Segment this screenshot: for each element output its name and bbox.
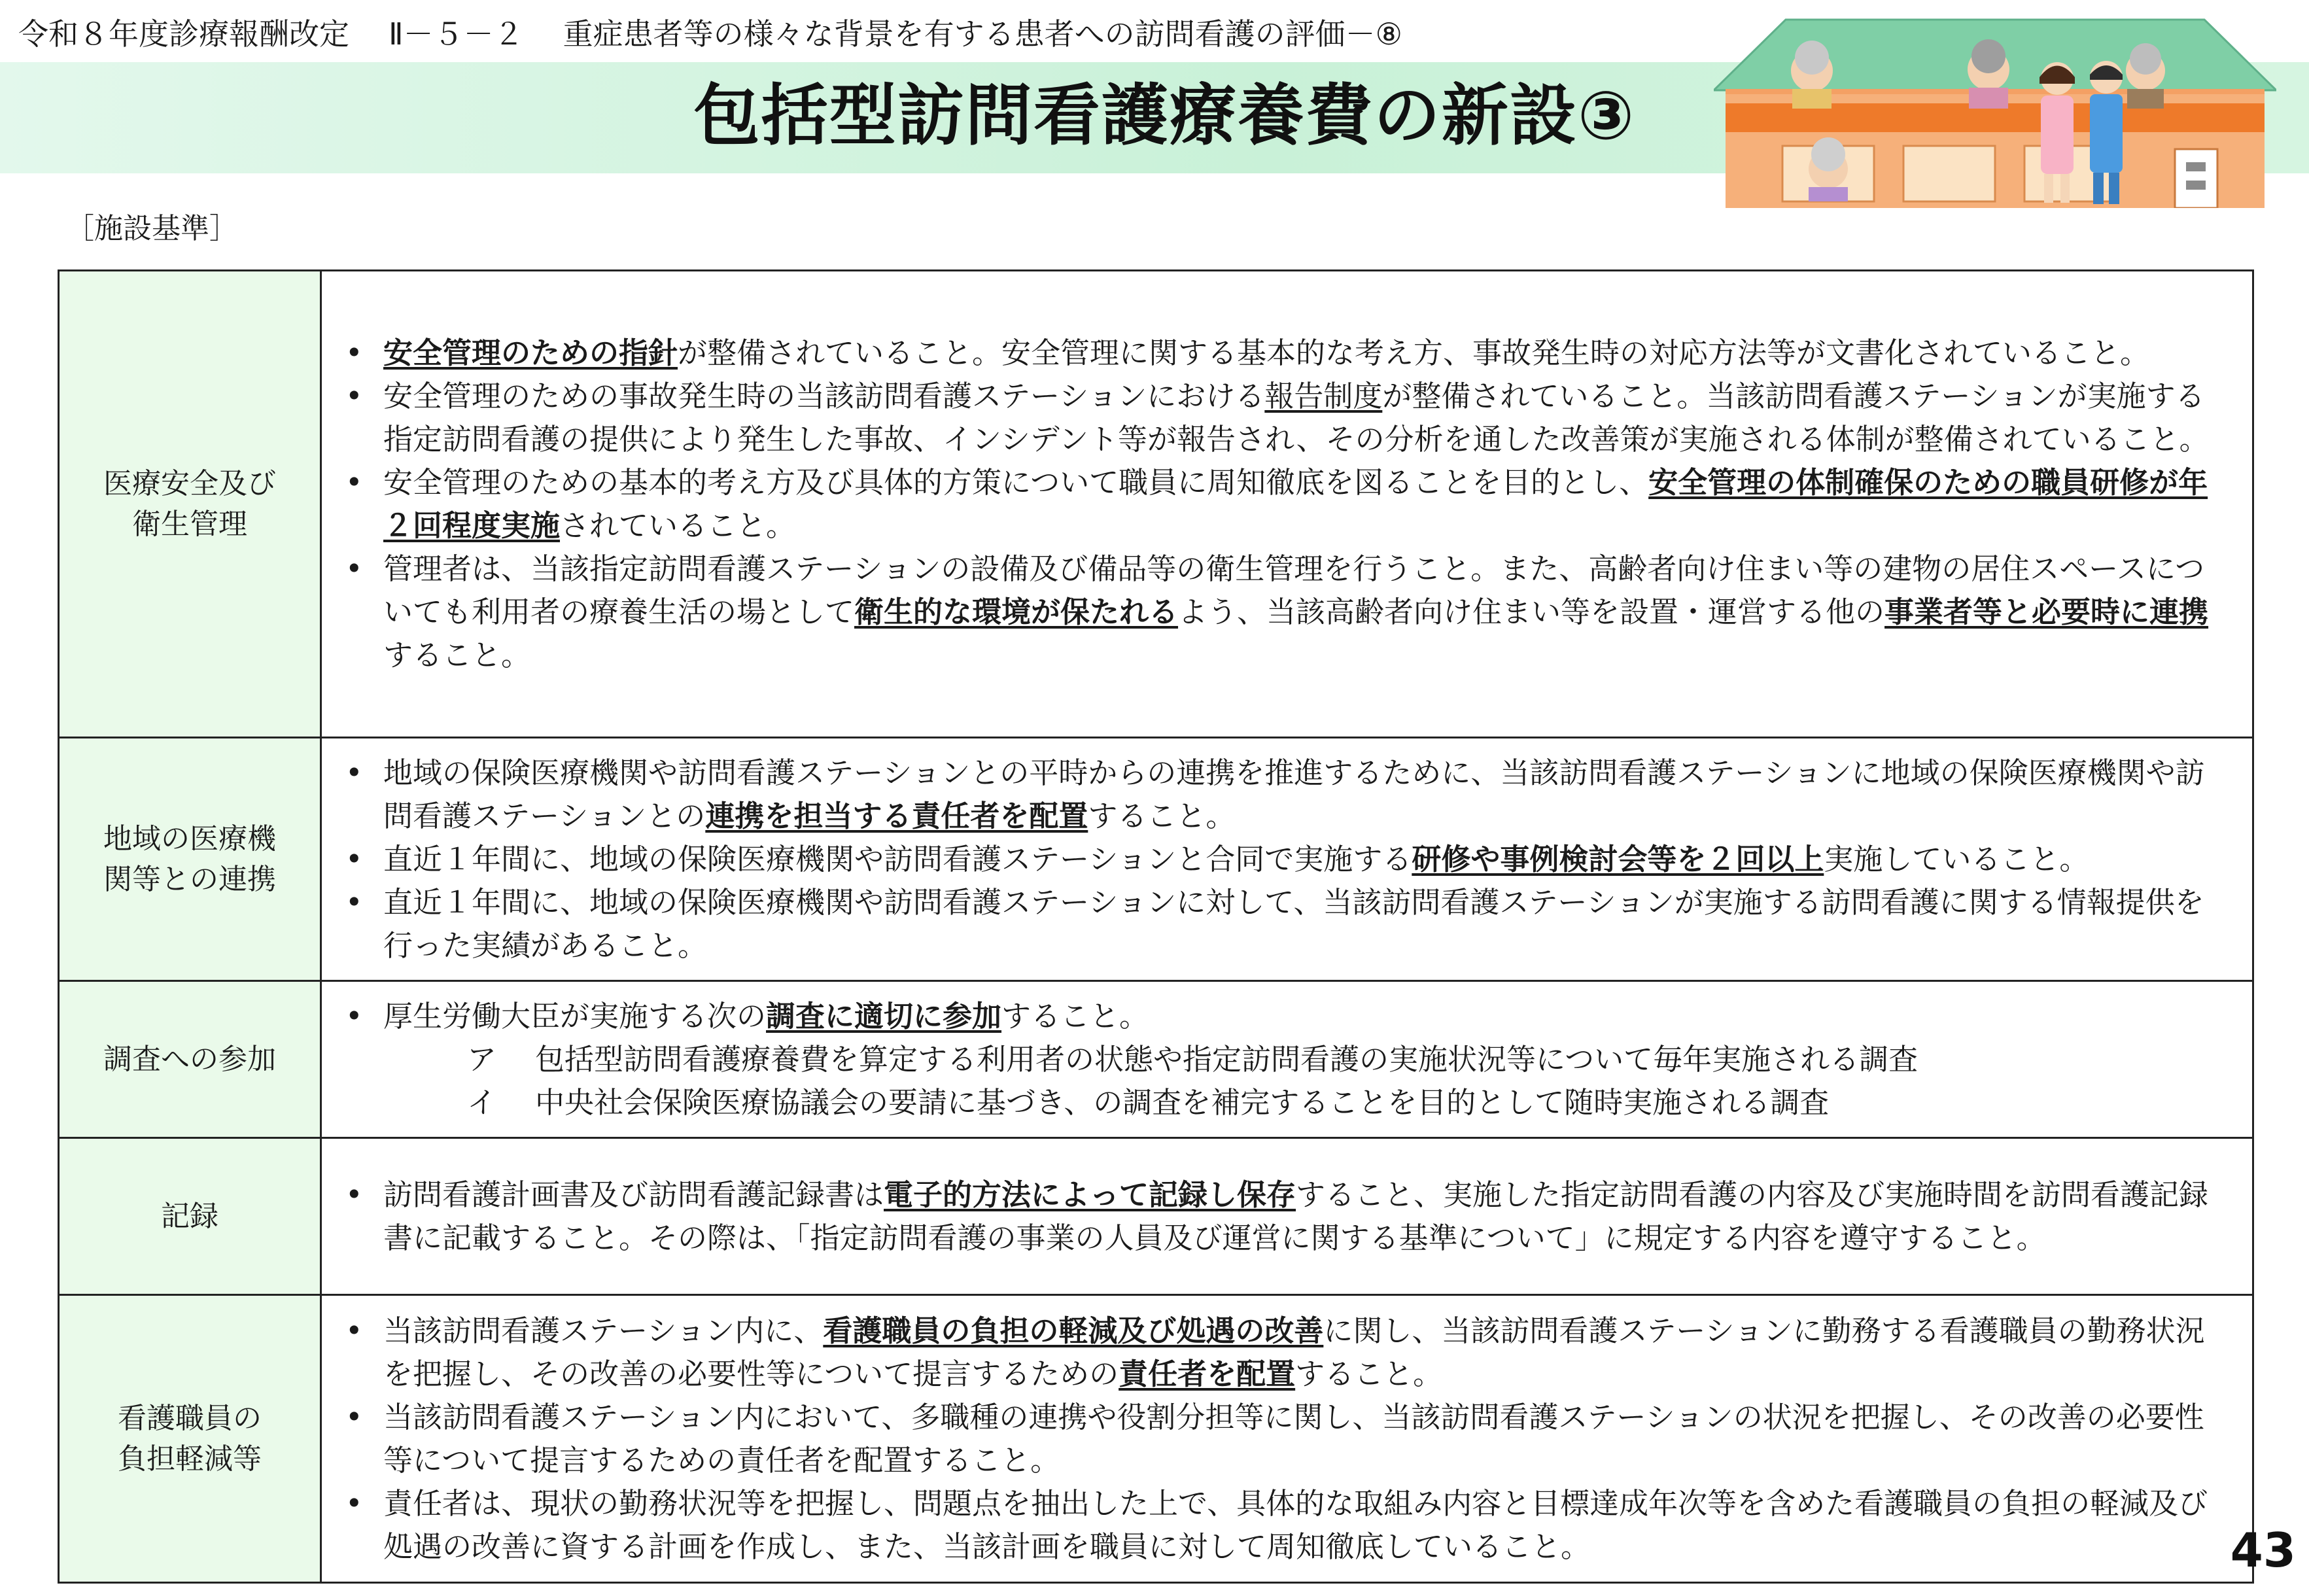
bullet-item: [336, 461, 2230, 547]
body-text: よう、当該高齢者向け住まい等を設置・運営する他の: [1178, 594, 1885, 629]
criteria-row: [59, 1138, 2253, 1295]
body-text: 管理者は、当該指定訪問看護ステーションの設備及び備品等の衛生管理を行うこと。また、高齢者向け住まい等の建物の居住スペースについても利用者の療養生活の場として: [383, 551, 2205, 629]
body-text: されていること。: [560, 508, 796, 543]
emphasis-text: 衛生的な環境が保たれる: [854, 594, 1179, 629]
content-cell: [321, 1138, 2253, 1295]
bullet-item: [336, 1482, 2230, 1569]
body-text: 責任者は、現状の勤務状況等を把握し、問題点を抽出した上で、具体的な取組み内容と目標達成年次等を含めた看護職員の負担の軽減及び処遇の改善に資する計画を作成し、また、当該計画を職員に対して周知徹底していること。: [383, 1485, 2208, 1564]
body-text: 安全管理のための事故発生時の当該訪問看護ステーションにおける: [383, 378, 1265, 413]
revision-label: 令和８年度診療報酬改定: [18, 16, 349, 52]
category-cell: [59, 1138, 321, 1295]
emphasis-text: 事業者等と必要時に連携: [1884, 594, 2209, 629]
body-text: 当該訪問看護ステーション内において、多職種の連携や役割分担等に関し、当該訪問看護ステーションの状況を把握し、その改善の必要性等について提言するための責任者を配置すること。: [383, 1399, 2204, 1478]
category-label: 医療安全及び: [103, 466, 276, 500]
body-text: すること。: [1001, 998, 1149, 1033]
emphasis-text: 看護職員の負担の軽減及び処遇の改善: [823, 1313, 1324, 1348]
body-text: が整備されていること。安全管理に関する基本的な考え方、事故発生時の対応方法等が文書化されていること。: [678, 335, 2150, 370]
body-text: すること、実施した指定訪問看護の内容及び実施時間を訪問看護記録書に記載すること。その際は、「指定訪問看護の事業の人員及び運営に関する基準について」に規定する内容を遵守すること。: [383, 1177, 2209, 1255]
body-text: 直近１年間に、地域の保険医療機関や訪問看護ステーションと合同で実施する: [383, 841, 1412, 876]
category-cell: [59, 271, 321, 738]
body-text: に関し、当該訪問看護ステーションに勤務する看護職員の勤務状況を把握し、その改善の必要性等について提言するための: [383, 1313, 2205, 1391]
bullet-item: [336, 752, 2230, 838]
category-label: 関等との連携: [103, 862, 276, 896]
sub-item-text: 中央社会保険医療協議会の要請に基づき、の調査を補完することを目的として随時実施される調査: [535, 1084, 1830, 1120]
content-cell: [321, 738, 2253, 981]
body-text: 実施していること。: [1824, 841, 2089, 876]
item-number: Ⅱ－５－２: [389, 16, 524, 52]
sub-item-text: 包括型訪問看護療養費を算定する利用者の状態や指定訪問看護の実施状況等について毎年実施される調査: [535, 1041, 1918, 1077]
body-text: 訪問看護計画書及び訪問看護記録書は: [383, 1177, 884, 1212]
bullet-item: [336, 547, 2230, 677]
body-text: すること。: [1088, 798, 1236, 833]
bullet-item: [336, 1173, 2230, 1260]
category-cell: [59, 738, 321, 981]
category-label: 記録: [161, 1199, 218, 1233]
category-cell: [59, 981, 321, 1138]
content-cell: [321, 1295, 2253, 1583]
emphasis-text: 安全管理の体制確保のための職員研修が年２回程度実施: [383, 464, 2208, 543]
bullet-list: [336, 1310, 2230, 1569]
bullet-item: [336, 375, 2230, 461]
body-text: 直近１年間に、地域の保険医療機関や訪問看護ステーションに対して、当該訪問看護ステーションが実施する訪問看護に関する情報提供を行った実績があること。: [383, 884, 2204, 963]
category-label: 調査への参加: [103, 1042, 276, 1076]
body-text: すること。: [383, 637, 531, 672]
category-cell: [59, 1295, 321, 1583]
body-text: 安全管理のための基本的考え方及び具体的方策について職員に周知徹底を図ることを目的とし、: [383, 464, 1649, 500]
criteria-row: [59, 981, 2253, 1138]
criteria-row: [59, 738, 2253, 981]
body-text: 当該訪問看護ステーション内に、: [383, 1313, 824, 1348]
category-label: 負担軽減等: [118, 1442, 262, 1476]
bullet-item: [336, 1310, 2230, 1396]
sub-item-marker: ア: [467, 1041, 497, 1077]
underlined-text: 報告制度: [1264, 378, 1383, 413]
emphasis-text: 調査に適切に参加: [766, 998, 1002, 1033]
bullet-list: [336, 332, 2230, 677]
page-title: 包括型訪問看護療養費の新設③: [693, 77, 1636, 155]
criteria-table: [58, 269, 2254, 1584]
sub-item: [336, 1081, 2230, 1124]
bullet-list: [336, 995, 2230, 1038]
emphasis-text: 連携を担当する責任者を配置: [705, 798, 1088, 833]
body-text: 厚生労働大臣が実施する次の: [383, 998, 767, 1033]
category-label: 衛生管理: [132, 507, 247, 541]
bullet-item: [336, 881, 2230, 967]
content-cell: [321, 271, 2253, 738]
bullet-list: [336, 752, 2230, 967]
emphasis-text: 安全管理のための指針: [383, 335, 678, 370]
topic-label: 重症患者等の様々な背景を有する患者への訪問看護の評価－⑧: [563, 16, 1402, 52]
care-facility-illustration: [1714, 18, 2276, 208]
bullet-item: [336, 838, 2230, 881]
emphasis-text: 責任者を配置: [1119, 1356, 1296, 1391]
section-label: ［施設基準］: [65, 212, 238, 245]
bullet-list: [336, 1173, 2230, 1260]
bullet-item: [336, 995, 2230, 1038]
header-line: [18, 14, 1693, 54]
page-number: 43: [2230, 1523, 2296, 1578]
content-cell: [321, 981, 2253, 1138]
bullet-item: [336, 1396, 2230, 1482]
sub-item: [336, 1038, 2230, 1081]
emphasis-text: 電子的方法によって記録し保存: [884, 1177, 1296, 1212]
sub-item-marker: イ: [467, 1084, 497, 1120]
category-label: 地域の医療機: [103, 822, 276, 856]
emphasis-text: 研修や事例検討会等を２回以上: [1412, 841, 1824, 876]
criteria-row: [59, 1295, 2253, 1583]
category-label: 看護職員の: [118, 1401, 262, 1435]
criteria-row: [59, 271, 2253, 738]
body-text: が整備されていること。当該訪問看護ステーションが実施する指定訪問看護の提供により発生した事故、インシデント等が報告され、その分析を通した改善策が実施される体制が整備されていること。: [383, 378, 2209, 457]
bullet-item: [336, 332, 2230, 375]
body-text: すること。: [1295, 1356, 1443, 1391]
body-text: 地域の保険医療機関や訪問看護ステーションとの平時からの連携を推進するために、当該訪問看護ステーションに地域の保険医療機関や訪問看護ステーションとの: [383, 755, 2205, 833]
